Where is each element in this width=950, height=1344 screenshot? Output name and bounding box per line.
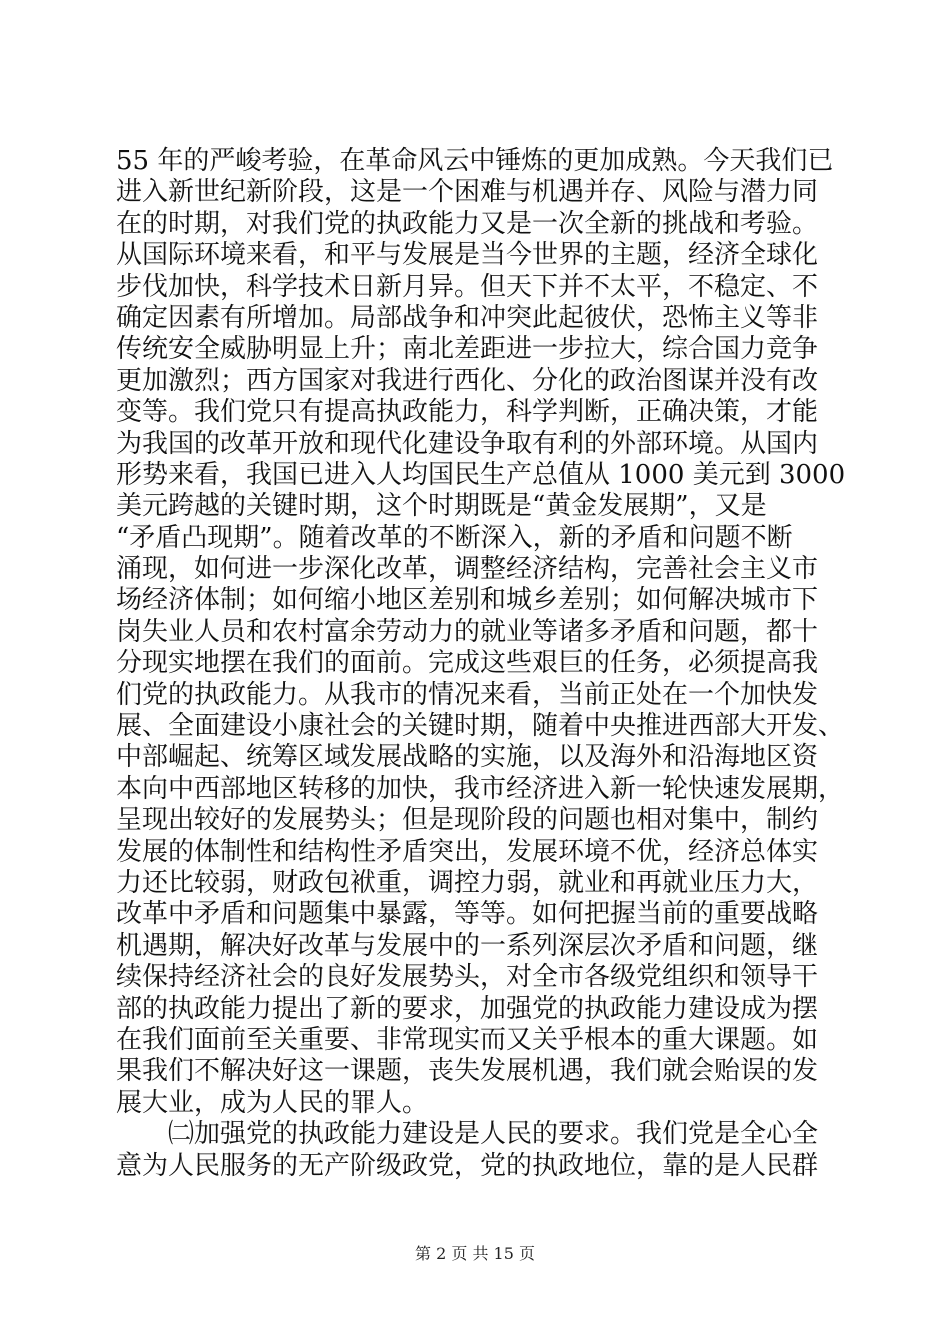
text-line: 进入新世纪新阶段，这是一个困难与机遇并存、风险与潜力同 bbox=[116, 177, 819, 208]
text-line: 传统安全威胁明显上升；南北差距进一步拉大，综合国力竞争 bbox=[116, 334, 819, 365]
text-line: 分现实地摆在我们的面前。完成这些艰巨的任务，必须提高我 bbox=[116, 648, 819, 679]
text-line: 确定因素有所增加。局部战争和冲突此起彼伏，恐怖主义等非 bbox=[116, 302, 819, 333]
text-line: 展大业，成为人民的罪人。 bbox=[116, 1087, 429, 1118]
text-line: 续保持经济社会的良好发展势头，对全市各级党组织和领导干 bbox=[116, 962, 819, 993]
text-line: 改革中矛盾和问题集中暴露，等等。如何把握当前的重要战略 bbox=[116, 899, 819, 930]
text-line: 形势来看，我国已进入人均国民生产总值从 1000 美元到 3000 bbox=[116, 459, 846, 490]
paragraph-first-line: ㈡加强党的执政能力建设是人民的要求。我们党是全心全 bbox=[168, 1119, 819, 1150]
document-body bbox=[116, 146, 846, 1182]
text-line: 为我国的改革开放和现代化建设争取有利的外部环境。从国内 bbox=[116, 428, 819, 459]
text-line: 部的执政能力提出了新的要求，加强党的执政能力建设成为摆 bbox=[116, 993, 819, 1024]
text-line: 从国际环境来看，和平与发展是当今世界的主题，经济全球化 bbox=[116, 240, 819, 271]
text-line: “矛盾凸现期”。随着改革的不断深入，新的矛盾和问题不断 bbox=[116, 522, 793, 553]
text-line: 们党的执政能力。从我市的情况来看，当前正处在一个加快发 bbox=[116, 679, 819, 710]
text-line: 发展的体制性和结构性矛盾突出，发展环境不优，经济总体实 bbox=[116, 836, 819, 867]
text-line: 变等。我们党只有提高执政能力，科学判断，正确决策，才能 bbox=[116, 397, 819, 428]
text-line: 果我们不解决好这一课题，丧失发展机遇，我们就会贻误的发 bbox=[116, 1056, 819, 1087]
text-line: 55 年的严峻考验，在革命风云中锤炼的更加成熟。今天我们已 bbox=[116, 146, 834, 176]
text-line: 展、全面建设小康社会的关键时期，随着中央推进西部大开发、 bbox=[116, 711, 845, 742]
text-line: 步伐加快，科学技术日新月异。但天下并不太平，不稳定、不 bbox=[116, 271, 819, 302]
text-line: 更加激烈；西方国家对我进行西化、分化的政治图谋并没有改 bbox=[116, 365, 819, 396]
text-line: 在我们面前至关重要、非常现实而又关乎根本的重大课题。如 bbox=[116, 1024, 819, 1055]
text-line: 机遇期，解决好改革与发展中的一系列深层次矛盾和问题，继 bbox=[116, 930, 819, 961]
text-line: 在的时期，对我们党的执政能力又是一次全新的挑战和考验。 bbox=[116, 208, 819, 239]
text-line: 美元跨越的关键时期，这个时期既是“黄金发展期”，又是 bbox=[116, 491, 767, 522]
text-line: 场经济体制；如何缩小地区差别和城乡差别；如何解决城市下 bbox=[116, 585, 819, 616]
text-line: 意为人民服务的无产阶级政党，党的执政地位，靠的是人民群 bbox=[116, 1150, 819, 1181]
text-line: 岗失业人员和农村富余劳动力的就业等诸多矛盾和问题，都十 bbox=[116, 616, 819, 647]
text-line: 涌现，如何进一步深化改革，调整经济结构，完善社会主义市 bbox=[116, 554, 819, 585]
text-line: 呈现出较好的发展势头；但是现阶段的问题也相对集中，制约 bbox=[116, 805, 819, 836]
page-footer: 第 2 页 共 15 页 bbox=[415, 1244, 535, 1263]
text-line: 力还比较弱，财政包袱重，调控力弱，就业和再就业压力大， bbox=[116, 867, 819, 898]
text-line: 中部崛起、统筹区域发展战略的实施，以及海外和沿海地区资 bbox=[116, 742, 819, 773]
text-line: 本向中西部地区转移的加快，我市经济进入新一轮快速发展期， bbox=[116, 773, 845, 804]
